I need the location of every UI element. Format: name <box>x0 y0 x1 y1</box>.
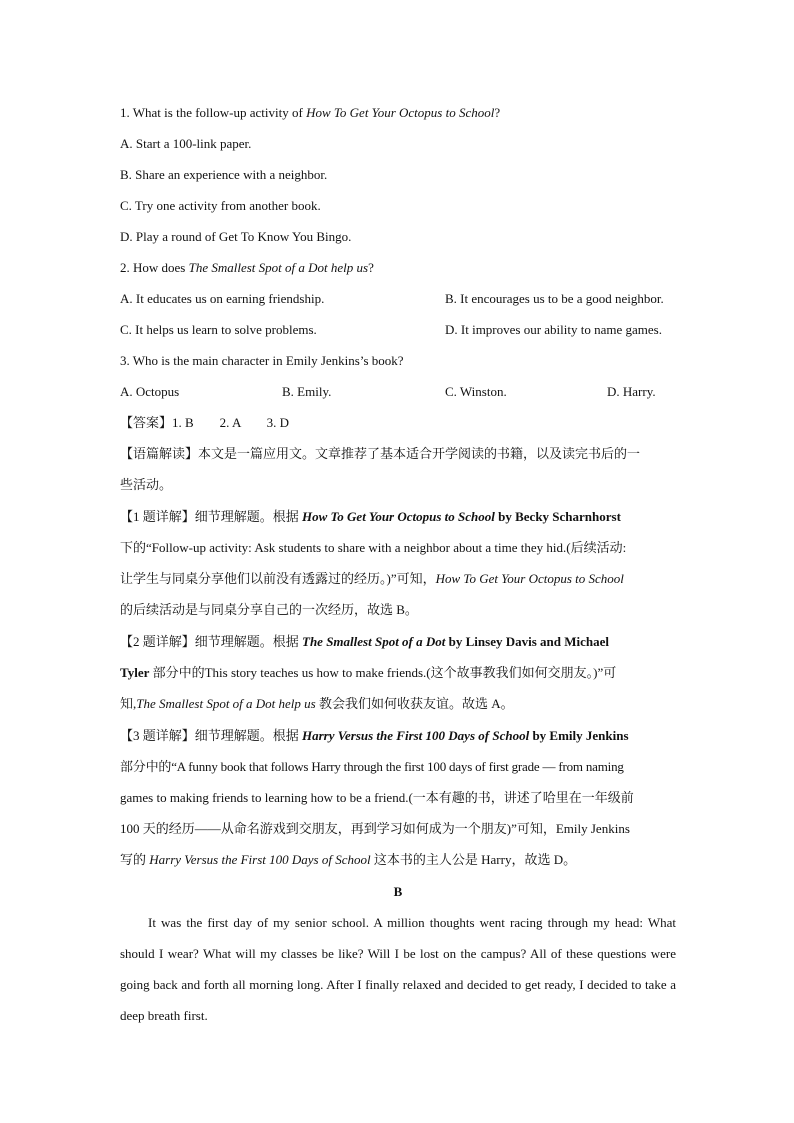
question-1 <box>120 104 676 122</box>
question-1-option-b: B. Share an experience with a neighbor. <box>120 167 328 182</box>
question-1-option-c: C. Try one activity from another book. <box>120 198 321 213</box>
answer-key: 【答案】1. B 2. A 3. D <box>120 415 290 430</box>
question-1-prefix: 1. What is the follow-up activity of <box>120 105 307 120</box>
question-2-suffix: ? <box>368 260 374 275</box>
question-1-option-a: A. Start a 100-link paper. <box>120 136 252 151</box>
q3-explanation-line-5 <box>120 851 676 869</box>
question-2-option-d: D. It improves our ability to name games. <box>445 322 662 337</box>
q1-book-title: How To Get Your Octopus to School <box>302 509 495 524</box>
q3-explanation-line-4: 100 天的经历——从命名游戏到交朋友，再到学习如何成为一个朋友)”可知，Emily Jenkins <box>120 821 630 836</box>
passage-analysis-line-2: 些活动。 <box>120 477 173 492</box>
q2-explanation-line-3 <box>120 695 676 713</box>
passage-analysis-line-1: 【语篇解读】本文是一篇应用文。文章推荐了基本适合开学阅读的书籍，以及读完书后的一 <box>120 446 641 461</box>
q3-explanation-line-1 <box>120 727 676 745</box>
question-3-option-a: A. Octopus <box>120 384 180 399</box>
question-2-book-title: The Smallest Spot of a Dot help us <box>188 260 369 275</box>
question-2 <box>120 259 676 277</box>
question-2-option-c: C. It helps us learn to solve problems. <box>120 322 317 337</box>
question-2-option-b: B. It encourages us to be a good neighbor. <box>445 291 664 306</box>
question-1-option-d: D. Play a round of Get To Know You Bingo. <box>120 229 352 244</box>
q3-explanation-head: 【3 题详解】细节理解题。根据 <box>120 728 303 743</box>
q3-book-title: Harry Versus the First 100 Days of School <box>302 728 530 743</box>
q3-explanation-line-3: games to making friends to learning how to be a friend.(一本有趣的书，讲述了哈里在一年级前 <box>120 790 634 805</box>
q2-author-surname: Tyler <box>120 665 150 680</box>
q3-line-5-tail: 这本书的主人公是 Harry，故选 D。 <box>370 852 577 867</box>
q3-explanation-line-2: 部分中的“A funny book that follows Harry through the first 100 days of first grade — from naming <box>120 759 624 774</box>
question-2-option-a: A. It educates us on earning friendship. <box>120 291 325 306</box>
question-1-book-title: How To Get Your Octopus to School <box>306 105 495 120</box>
question-3-option-c: C. Winston. <box>445 384 507 399</box>
q1-explanation-line-4: 的后续活动是与同桌分享自己的一次经历，故选 B。 <box>120 602 418 617</box>
q2-book-author: by Linsey Davis and Michael <box>445 634 609 649</box>
q2-explanation-head: 【2 题详解】细节理解题。根据 <box>120 634 303 649</box>
q1-explanation-line-2: 下的“Follow-up activity: Ask students to share with a neighbor about a time they hid.(后续活动: <box>120 540 627 555</box>
q1-explanation-line-1 <box>120 508 676 526</box>
q1-book-author: by Becky Scharnhorst <box>494 509 621 524</box>
q2-explanation-line-2 <box>120 664 676 682</box>
question-1-suffix: ? <box>494 105 501 120</box>
q2-line-3-lead: 知, <box>120 696 137 711</box>
question-2-prefix: 2. How does <box>120 260 189 275</box>
q2-book-title: The Smallest Spot of a Dot <box>302 634 446 649</box>
section-heading: B <box>393 884 403 899</box>
q1-explanation-head: 【1 题详解】细节理解题。根据 <box>120 509 303 524</box>
q1-explanation-line-3 <box>120 570 676 588</box>
q1-line-3-text: 让学生与同桌分享他们以前没有透露过的经历。)”可知， <box>120 571 436 586</box>
q2-line-3-title: The Smallest Spot of a Dot help us <box>136 696 316 711</box>
q1-line-3-title: How To Get Your Octopus to School <box>435 571 624 586</box>
q2-line-2-text: 部分中的This story teaches us how to make friends.(这个故事教我们如何交朋友。)”可 <box>149 665 617 680</box>
q3-book-author: by Emily Jenkins <box>529 728 629 743</box>
reading-passage: It was the first day of my senior school. A million thoughts went racing through my head: What should I wear? What will my classes be like? Will I be lost on the campus? All of these questions were going back and forth all morning long. After I finally relaxed and decided to get ready, I decided to take a deep breath first. <box>120 915 676 1023</box>
q2-explanation-line-1 <box>120 633 676 651</box>
q3-line-5-title: Harry Versus the First 100 Days of School <box>149 852 371 867</box>
question-3: 3. Who is the main character in Emily Jenkins’s book? <box>120 353 404 368</box>
q2-line-3-tail: 教会我们如何收获友谊。故选 A。 <box>315 696 514 711</box>
question-3-option-d: D. Harry. <box>607 384 656 399</box>
q3-line-5-lead: 写的 <box>120 852 150 867</box>
question-3-option-b: B. Emily. <box>282 384 332 399</box>
